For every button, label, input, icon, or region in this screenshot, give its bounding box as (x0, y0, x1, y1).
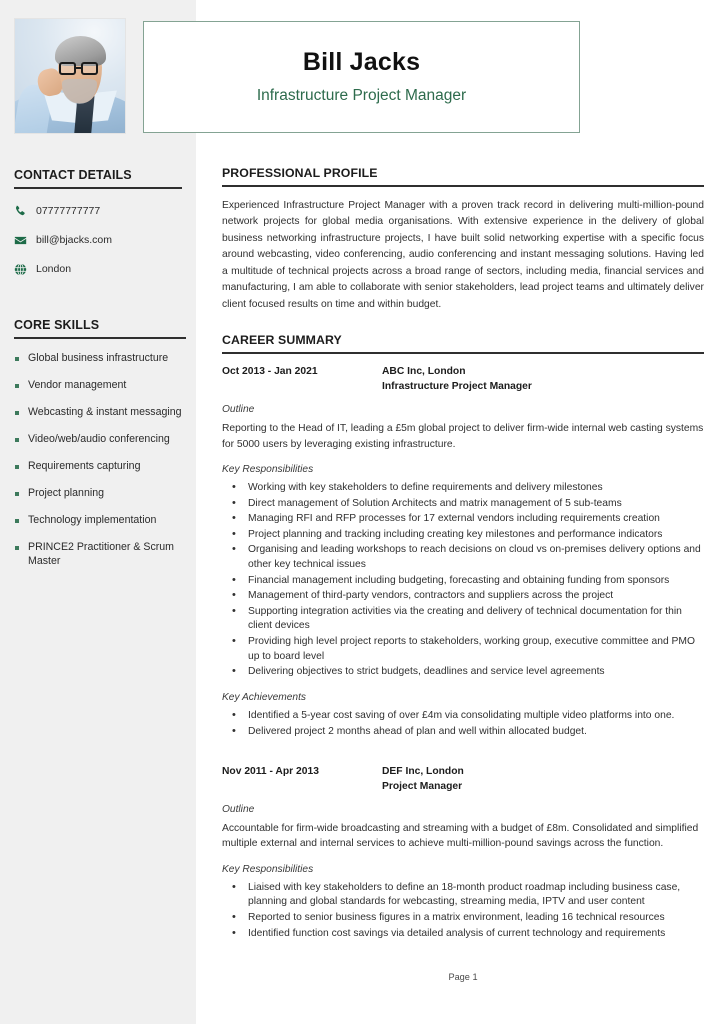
core-skills-list (14, 352, 186, 569)
list-item: Video/web/audio conferencing (14, 433, 186, 447)
job-header (222, 765, 704, 795)
outline-label: Outline (222, 404, 255, 416)
candidate-photo (15, 19, 125, 133)
envelope-icon (14, 234, 29, 247)
list-item: Project planning (14, 487, 186, 501)
phone-icon (14, 205, 29, 218)
list-item: • Identified a 5-year cost saving of over £4m via consolidating multiple video platforms into one. (222, 709, 704, 724)
contact-location-value: London (36, 262, 72, 275)
job-dates: Nov 2011 - Apr 2013 (222, 766, 319, 778)
candidate-photo-frame (14, 18, 126, 134)
list-item: • Identified function cost savings via detailed analysis of current technology and requirements (222, 927, 704, 942)
header-name-box (143, 21, 580, 133)
achievements-list (222, 709, 704, 739)
contact-item-location[interactable] (14, 263, 182, 276)
list-item: Webcasting & instant messaging (14, 406, 186, 420)
list-item: Requirements capturing (14, 460, 186, 474)
core-skills-section (14, 318, 186, 569)
contact-details-section (14, 168, 182, 276)
outline-label: Outline (222, 803, 255, 815)
job-company: DEF Inc, London (382, 766, 464, 778)
job-role: Infrastructure Project Manager (382, 381, 532, 393)
career-job-entry (222, 365, 704, 739)
globe-icon (14, 263, 29, 276)
list-item: • Management of third-party vendors, contractors and suppliers across the project (222, 589, 704, 604)
professional-profile-heading: PROFESSIONAL PROFILE (222, 166, 704, 187)
list-item: PRINCE2 Practitioner & Scrum Master (14, 541, 186, 569)
list-item: • Organising and leading workshops to reach decisions on cloud vs on-premises delivery options and other key technical issues (222, 543, 704, 572)
contact-phone-value: 07777777777 (36, 204, 101, 217)
career-job-entry (222, 765, 704, 941)
list-item: • Delivering objectives to strict budgets, deadlines and service level agreements (222, 665, 704, 680)
professional-profile-text: Experienced Infrastructure Project Manager with a proven track record in delivering multi-million-pound network projects for global media organisations. With extensive experience in the delivery of global business networking infrastructure projects, I have built solid networking expertise with a specific focus around webcasting, video conferencing, audio conferencing and instant messaging solutions. Having led a multitude of technical projects across a broad range of sectors, including media, financial services and manufacturing, I am able to collaborate with senior stakeholders, lead project teams and ultimately deliver client focused results on time and within budget. (222, 200, 704, 310)
job-spacer (222, 751, 704, 765)
job-dates: Oct 2013 - Jan 2021 (222, 366, 318, 378)
contact-email-value: bill@bjacks.com (36, 233, 113, 246)
page-footer (222, 972, 704, 982)
list-item: • Supporting integration activities via the creating and delivery of technical documentation for thin client devices (222, 605, 704, 634)
contact-item-email[interactable] (14, 234, 182, 247)
job-company-role (382, 365, 532, 395)
list-item: Technology implementation (14, 514, 186, 528)
page-title: Bill Jacks (302, 48, 421, 77)
responsibilities-label: Key Responsibilities (222, 863, 314, 875)
professional-profile-section (222, 166, 704, 313)
outline-text: Reporting to the Head of IT, leading a £5m global project to deliver firm-wide internal web casting systems for 5000 users by leveraging existing infrastructure. (222, 423, 704, 450)
job-role: Project Manager (382, 781, 463, 793)
main-content (222, 166, 704, 953)
list-item: Global business infrastructure (14, 352, 186, 366)
list-item: • Delivered project 2 months ahead of plan and well within allocated budget. (222, 725, 704, 740)
contact-item-phone[interactable] (14, 205, 182, 218)
page-number-label: Page 1 (448, 972, 478, 982)
list-item: • Providing high level project reports to stakeholders, working group, executive committee and PMO up to board level (222, 635, 704, 664)
responsibilities-list (222, 881, 704, 941)
responsibilities-label: Key Responsibilities (222, 464, 314, 475)
achievements-label: Key Achievements (222, 691, 306, 703)
job-company: ABC Inc, London (382, 366, 466, 378)
candidate-job-title: Infrastructure Project Manager (256, 87, 467, 105)
list-item: • Liaised with key stakeholders to define an 18-month product roadmap including business case, planning and global standards for webcasting, streaming media, IPTV and user content (222, 881, 704, 910)
list-item: • Direct management of Solution Architects and matrix management of 5 sub-teams (222, 497, 704, 512)
list-item: Vendor management (14, 379, 186, 393)
contact-details-heading: CONTACT DETAILS (14, 168, 182, 189)
core-skills-heading: CORE SKILLS (14, 318, 186, 339)
list-item: • Financial management including budgeting, forecasting and obtaining funding from sponsors (222, 574, 704, 589)
sidebar (0, 0, 196, 1024)
career-summary-heading: CAREER SUMMARY (222, 333, 704, 354)
job-company-role (382, 765, 464, 795)
responsibilities-list (222, 481, 704, 680)
career-summary-section (222, 333, 704, 941)
list-item: • Working with key stakeholders to define requirements and delivery milestones (222, 481, 704, 496)
list-item: • Reported to senior business figures in a matrix environment, leading 16 technical resources (222, 911, 704, 926)
outline-text: Accountable for firm-wide broadcasting and streaming with a budget of £8m. Consolidated and simplified multiple external and internal services to achieve multi-million-pound savings across the function. (222, 822, 699, 850)
contact-list (14, 205, 182, 276)
list-item: • Managing RFI and RFP processes for 17 external vendors including requirements creation (222, 512, 704, 527)
job-header (222, 365, 704, 395)
list-item: • Project planning and tracking including creating key milestones and performance indicators (222, 528, 704, 543)
